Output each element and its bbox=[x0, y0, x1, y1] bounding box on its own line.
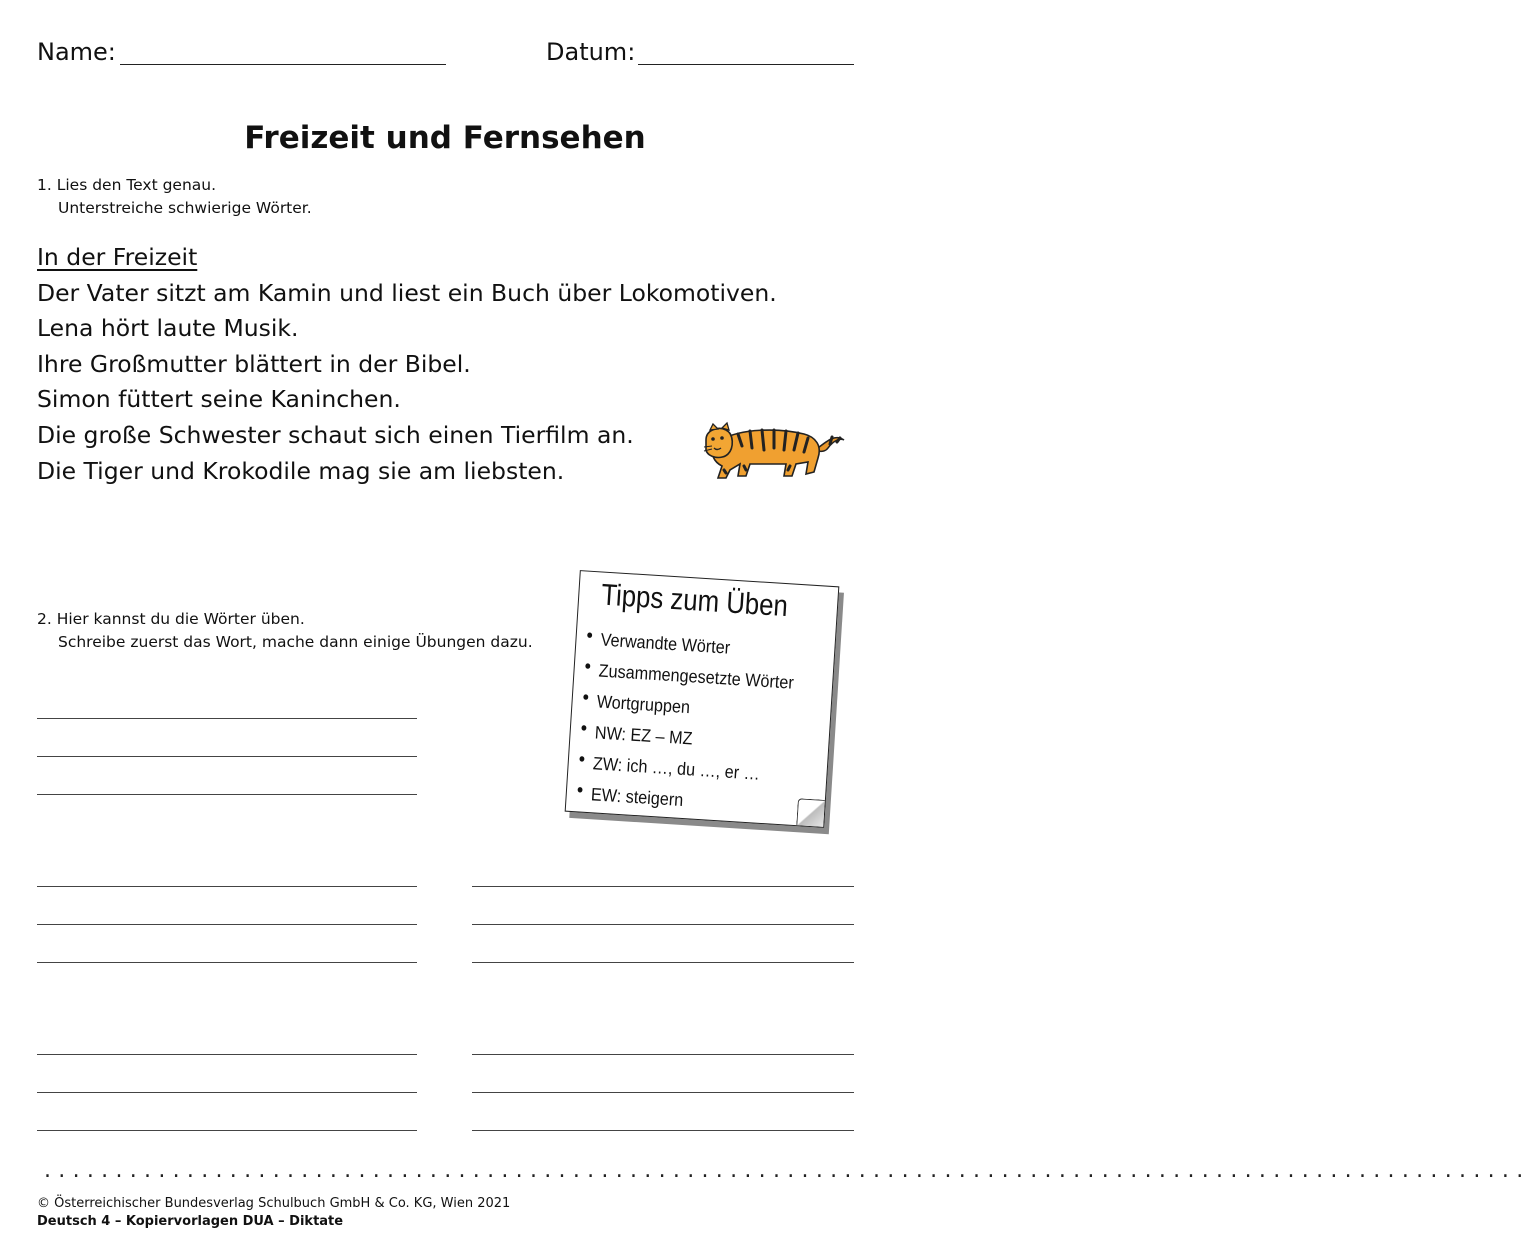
tips-item: • EW: steigern bbox=[574, 778, 787, 822]
task-2-line-1: 2. Hier kannst du die Wörter üben. bbox=[37, 610, 305, 628]
story-line: Lena hört laute Musik. bbox=[37, 314, 299, 343]
writing-line[interactable] bbox=[472, 924, 854, 925]
tips-item: • Zusammengesetzte Wörter bbox=[582, 654, 795, 698]
writing-line[interactable] bbox=[37, 1130, 417, 1131]
date-line[interactable] bbox=[638, 64, 854, 65]
story-text bbox=[37, 240, 777, 489]
writing-line[interactable] bbox=[37, 886, 417, 887]
tips-note bbox=[565, 570, 840, 828]
footer-series: Deutsch 4 – Kopiervorlagen DUA – Diktate bbox=[37, 1214, 344, 1229]
tips-item: • NW: EZ – MZ bbox=[578, 716, 791, 760]
tiger-icon bbox=[700, 418, 850, 484]
writing-line[interactable] bbox=[472, 962, 854, 963]
writing-line[interactable] bbox=[472, 1054, 854, 1055]
story-line: Simon füttert seine Kaninchen. bbox=[37, 385, 401, 414]
task-1-line-1: 1. Lies den Text genau. bbox=[37, 176, 217, 194]
story-heading: In der Freizeit bbox=[37, 243, 198, 271]
writing-line[interactable] bbox=[37, 718, 417, 719]
story-line: Die große Schwester schaut sich einen Tierfilm an. bbox=[37, 420, 634, 449]
tips-list bbox=[574, 624, 820, 824]
page-title: Freizeit und Fernsehen bbox=[244, 120, 646, 156]
story-line: Die Tiger und Krokodile mag sie am liebsten. bbox=[37, 456, 565, 485]
writing-line[interactable] bbox=[472, 886, 854, 887]
writing-line[interactable] bbox=[37, 924, 417, 925]
page-curl-icon bbox=[796, 798, 825, 827]
date-label: Datum: bbox=[546, 38, 636, 66]
name-label: Name: bbox=[37, 38, 116, 66]
name-line[interactable] bbox=[120, 64, 446, 65]
task-2-instruction bbox=[37, 608, 533, 654]
task-1-line-2: Unterstreiche schwierige Wörter. bbox=[58, 199, 312, 217]
writing-line[interactable] bbox=[37, 962, 417, 963]
writing-line[interactable] bbox=[37, 794, 417, 795]
story-line: Der Vater sitzt am Kamin und liest ein Buch über Lokomotiven. bbox=[37, 278, 777, 307]
writing-line[interactable] bbox=[472, 1092, 854, 1093]
writing-line[interactable] bbox=[37, 1092, 417, 1093]
writing-line[interactable] bbox=[472, 1130, 854, 1131]
story-line: Ihre Großmutter blättert in der Bibel. bbox=[37, 349, 471, 378]
writing-line[interactable] bbox=[37, 756, 417, 757]
writing-line[interactable] bbox=[37, 1054, 417, 1055]
task-1-instruction bbox=[37, 174, 312, 220]
task-2-line-2: Schreibe zuerst das Wort, mache dann einige Übungen dazu. bbox=[58, 633, 533, 651]
tips-item: • Verwandte Wörter bbox=[584, 624, 797, 668]
footer-copyright: © Österreichischer Bundesverlag Schulbuch GmbH & Co. KG, Wien 2021 bbox=[37, 1196, 511, 1211]
dotted-separator: ........................................................................................................ bbox=[44, 1158, 1531, 1183]
tips-item: • ZW: ich …, du …, er … bbox=[576, 747, 789, 791]
tips-title: Tipps zum Üben bbox=[600, 578, 789, 624]
tips-item: • Wortgruppen bbox=[580, 685, 793, 729]
